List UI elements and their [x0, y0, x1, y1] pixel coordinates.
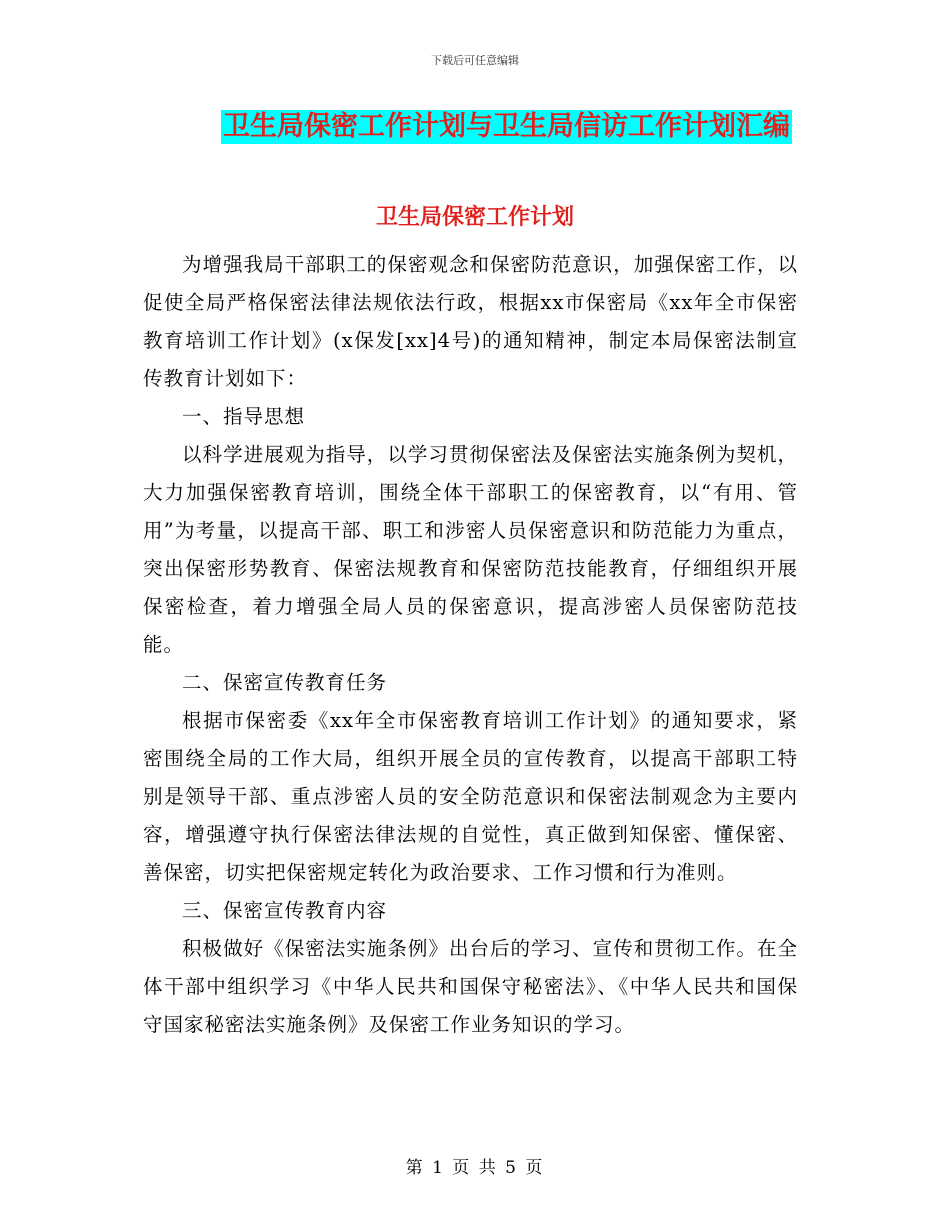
heading-education-tasks: 二、保密宣传教育任务 — [182, 671, 388, 694]
education-tasks-paragraph: 根据市保密委《xx年全市保密教育培训工作计划》的通知要求，紧密围绕全局的工作大局，组织开展全员的宣传教育，以提高干部职工特别是领导干部、重点涉密人员的安全防范意识和保密法制观念为主要内容，增强遵守执行保密法律法规的自觉性，真正做到知保密、懂保密、善保密，切实把保密规定转化为政治要求、工作习惯和行为准则。 — [143, 709, 798, 884]
document-body — [143, 246, 798, 1044]
section-title: 卫生局保密工作计划 — [375, 205, 574, 230]
education-content-paragraph: 积极做好《保密法实施条例》出台后的学习、宣传和贯彻工作。在全体干部中组织学习《中华人民共和国保守秘密法》、《中华人民共和国保守国家秘密法实施条例》及保密工作业务知识的学习。 — [143, 937, 798, 1036]
intro-paragraph: 为增强我局干部职工的保密观念和保密防范意识，加强保密工作，以促使全局严格保密法律法规依法行政，根据xx市保密局《xx年全市保密教育培训工作计划》(x保发[xx]4号)的通知精神，制定本局保密法制宣传教育计划如下： — [143, 253, 798, 390]
page-header-note: 下载后可任意编辑 — [431, 54, 519, 67]
document-main-title: 卫生局保密工作计划与卫生局信访工作计划汇编 — [223, 111, 790, 142]
guiding-ideology-paragraph: 以科学进展观为指导，以学习贯彻保密法及保密法实施条例为契机，大力加强保密教育培训，围绕全体干部职工的保密教育，以“有用、管用”为考量，以提高干部、职工和涉密人员保密意识和防范能力为重点，突出保密形势教育、保密法规教育和保密防范技能教育，仔细组织开展保密检查，着力增强全局人员的保密意识，提高涉密人员保密防范技能。 — [143, 443, 798, 656]
heading-guiding-ideology: 一、指导思想 — [182, 405, 306, 428]
page-number-footer: 第 1 页 共 5 页 — [405, 1158, 545, 1178]
heading-education-content: 三、保密宣传教育内容 — [182, 899, 388, 922]
